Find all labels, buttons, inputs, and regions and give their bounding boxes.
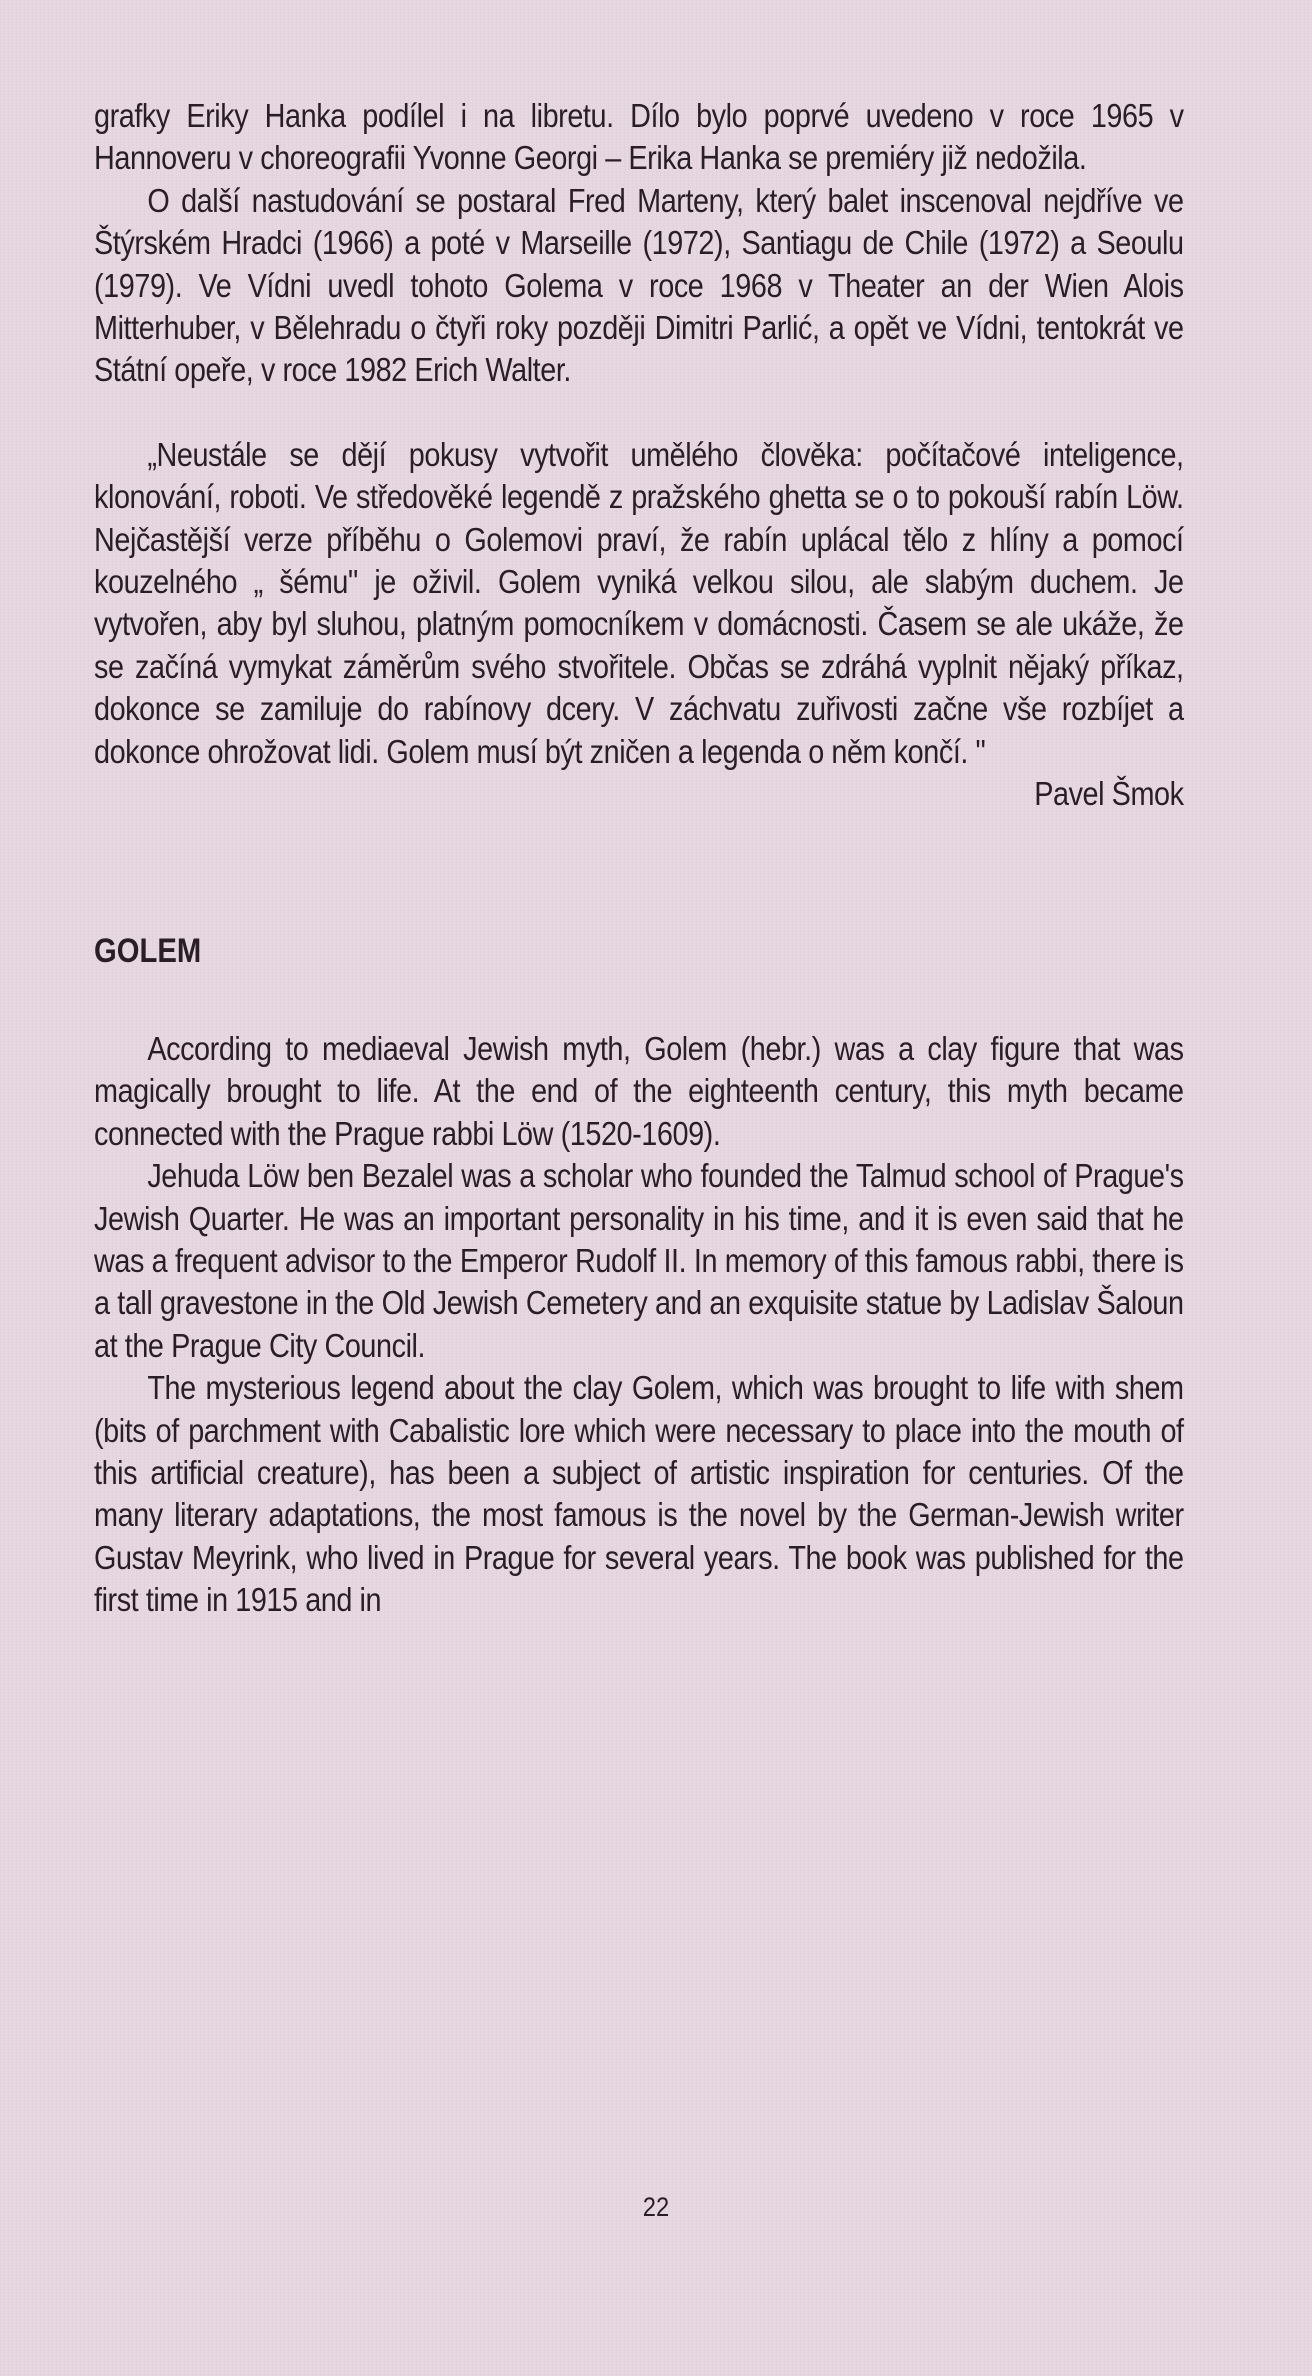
- english-paragraph-3: The mysterious legend about the clay Golem, which was brought to life with shem (bits of parchment with Cabalistic lore which were necessary to place into the mouth of this artificial creature), has been a subject of artistic inspiration for centuries. Of the many literary adaptations, the most famous is the novel by the German-Jewish writer Gustav Meyrink, who lived in Prague for several years. The book was published for the first time in 1915 and in: [94, 1370, 1184, 1620]
- page-text: [94, 96, 1184, 1623]
- czech-paragraph-1: grafky Eriky Hanka podílel i na libretu. Dílo bylo poprvé uvedeno v roce 1965 v Hannoveru v choreografii Yvonne Georgi – Erika Hanka se premiéry již nedožila.: [94, 98, 1184, 178]
- english-paragraph-2: Jehuda Löw ben Bezalel was a scholar who founded the Talmud school of Prague's Jewish Quarter. He was an important personality in his time, and it is even said that he was a frequent advisor to the Emperor Rudolf II. In memory of this famous rabbi, there is a tall gravestone in the Old Jewish Cemetery and an exquisite statue by Ladislav Šaloun at the Prague City Council.: [94, 1158, 1184, 1365]
- page-number: 22: [642, 2192, 670, 2222]
- english-paragraph-1: According to mediaeval Jewish myth, Golem (hebr.) was a clay figure that was magically brought to life. At the end of the eighteenth century, this myth became connected with the Prague rabbi Löw (1520-1609).: [94, 1030, 1184, 1153]
- czech-paragraph-2: O další nastudování se postaral Fred Marteny, který balet inscenoval nejdříve ve Štýrském Hradci (1966) a poté v Marseille (1972), Santiagu de Chile (1972) a Seoulu (1979). Ve Vídni uvedl tohoto Golema v roce 1968 v Theater an der Wien Alois Mitterhuber, v Bělehradu o čtyři roky později Dimitri Parlić, a opět ve Vídni, tentokrát ve Státní opeře, v roce 1982 Erich Walter.: [94, 182, 1184, 390]
- quote-signature: Pavel Šmok: [1034, 776, 1184, 814]
- section-heading-golem: GOLEM: [94, 931, 202, 970]
- czech-quote: „Neustále se dějí pokusy vytvořit umělého člověka: počítačové inteligence, klonování, roboti. Ve středověké legendě z pražského ghetta se o to pokouší rabín Löw. Nejčastější verze příběhu o Golemovi praví, že rabín uplácal tělo z hlíny a pomocí kouzelného „ šému" je oživil. Golem vyniká velkou silou, ale slabým duchem. Je vytvořen, aby byl sluhou, platným pomocníkem v domácnosti. Časem se ale ukáže, že se začíná vymykat záměrům svého stvořitele. Občas se zdráhá vyplnit nějaký příkaz, dokonce se zamiluje do rabínovy dcery. V záchvatu zuřivosti začne vše rozbíjet a dokonce ohrožovat lidi. Golem musí být zničen a legenda o něm končí. ": [94, 436, 1184, 771]
